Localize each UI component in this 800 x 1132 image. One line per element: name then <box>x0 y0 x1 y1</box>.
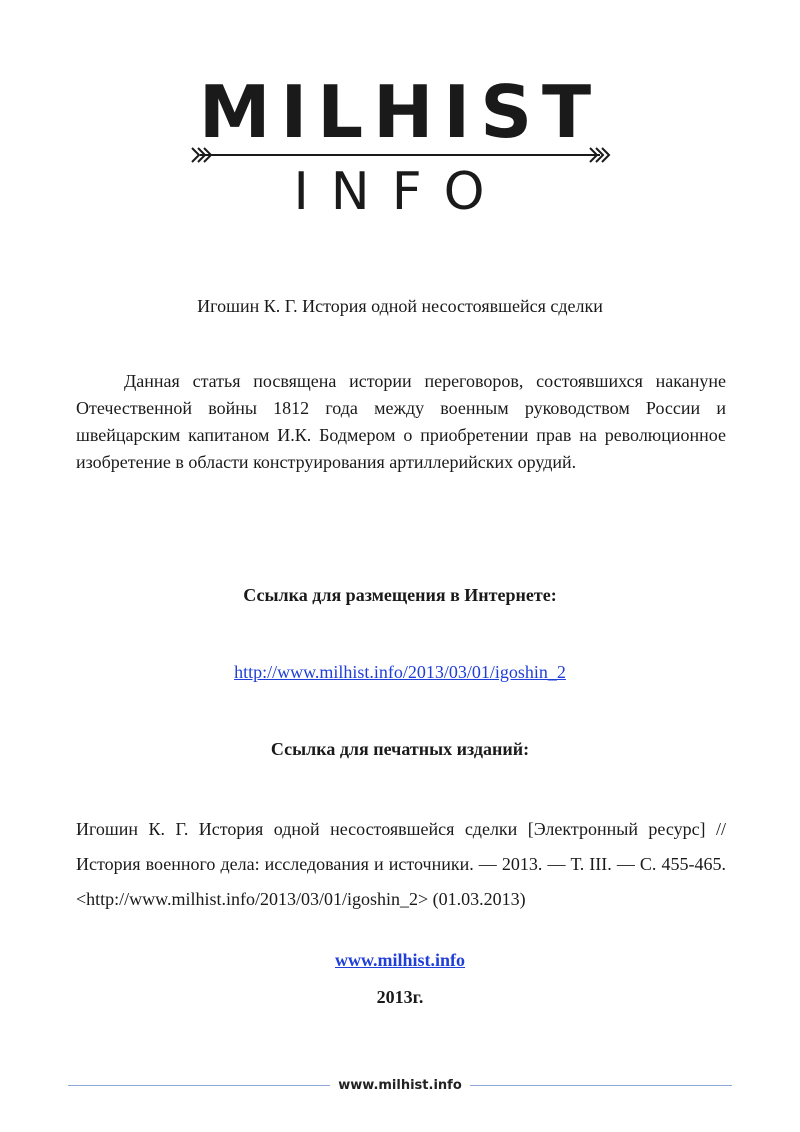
print-citation: Игошин К. Г. История одной несостоявшейся сделки [Электронный ресурс] // История военного дела: исследования и источники. — 2013. — Т. III. — С. 455-465. <http://www.milhist.info/2013/03/01/igoshin_2> (01.03.2013) <box>76 819 726 909</box>
internet-url-link[interactable]: http://www.milhist.info/2013/03/01/igoshin_2 <box>234 662 566 682</box>
milhist-logo-graphic <box>180 75 620 225</box>
logo-wordmark-info: INFO <box>293 162 507 222</box>
article-title: Игошин К. Г. История одной несостоявшейся сделки <box>197 296 603 316</box>
site-link-container <box>0 950 800 971</box>
print-link-heading: Ссылка для печатных изданий: <box>270 739 530 759</box>
internet-link-heading: Ссылка для размещения в Интернете: <box>243 585 557 605</box>
milhist-logo <box>0 75 800 225</box>
page-footer <box>68 1075 732 1095</box>
internet-link-container <box>0 662 800 683</box>
footer-rule-left <box>68 1085 330 1086</box>
site-link[interactable]: www.milhist.info <box>334 950 466 970</box>
footer-rule-right <box>470 1085 732 1086</box>
footer-site-text: www.milhist.info <box>338 1077 462 1093</box>
article-abstract: Данная статья посвящена истории переговоров, состоявшихся накануне Отечественной войны 1812 года между военным руководством России и швейцарским капитаном И.К. Бодмером о приобретении прав на революционное изобретение в области конструирования артиллерийских орудий. <box>76 371 726 472</box>
publication-year: 2013г. <box>376 987 424 1007</box>
logo-wordmark-milhist: MILHIST <box>198 75 602 154</box>
